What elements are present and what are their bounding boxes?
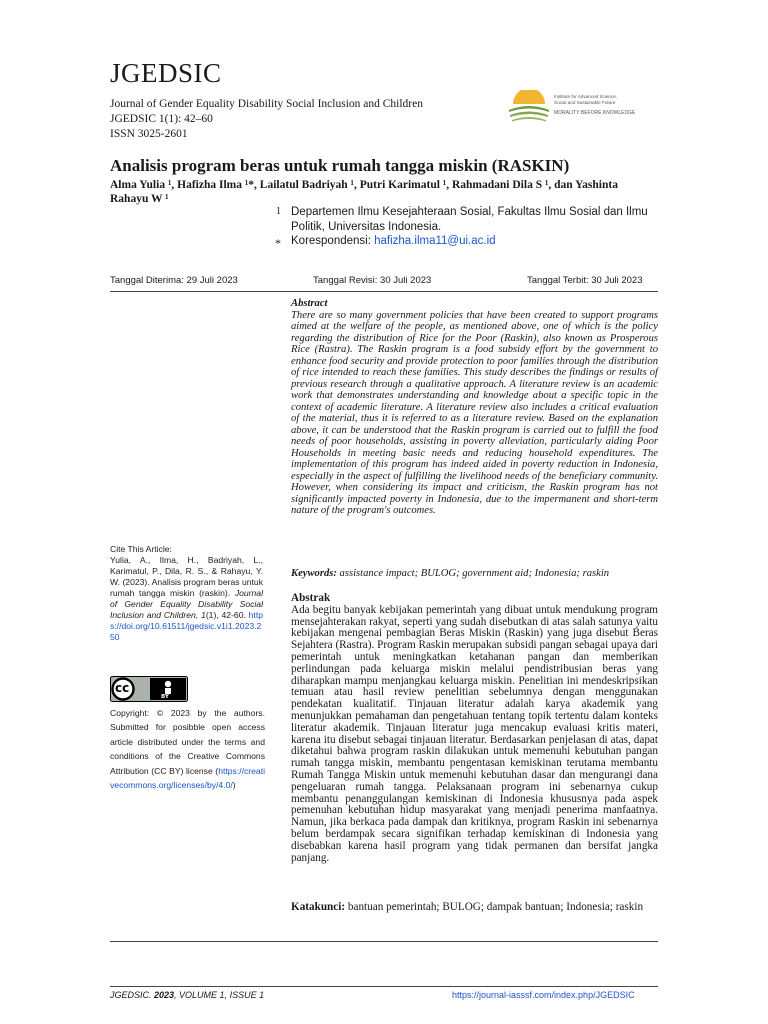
divider-top (110, 291, 658, 292)
logo-line-1: Institute for Advanced Science, (554, 94, 618, 99)
abstract-english (291, 298, 658, 517)
katakunci-label: Katakunci: (291, 901, 346, 913)
footer-url-link[interactable]: https://journal-iasssf.com/index.php/JGEDSIC (452, 990, 635, 1000)
sunrise-logo-icon (507, 90, 551, 126)
cite-label: Cite This Article: (110, 544, 172, 554)
footer-divider (110, 986, 658, 987)
footer-suffix: , VOLUME 1, ISSUE 1 (174, 990, 265, 1000)
correspondence-label: Korespondensi: (291, 235, 375, 247)
keywords-list: assistance impact; BULOG; government aid; Indonesia; raskin (336, 568, 610, 579)
article-title: Analisis program beras untuk rumah tangga miskin (RASKIN) (110, 156, 570, 175)
journal-issn: ISSN 3025-2601 (110, 128, 188, 140)
abstract-indonesian (291, 593, 658, 864)
keywords-indonesian (291, 902, 658, 914)
abstrak-heading: Abstrak (291, 592, 331, 604)
footer-year: 2023 (154, 990, 175, 1000)
cc-label: cc (115, 681, 130, 695)
citation-box (110, 544, 263, 643)
divider-bottom (110, 941, 658, 942)
correspondence-mark: * (275, 236, 281, 250)
journal-full-name: Journal of Gender Equality Disability Social Inclusion and Children (110, 98, 423, 110)
citation-doi-link[interactable]: https://doi.org/10.61511/jgedsic.v1i1.2023.250 (110, 610, 263, 642)
keywords-english (291, 568, 658, 579)
license-body: Copyright: © 2023 by the authors. Submitted for posibble open access article distributed under the terms and conditions of the Creative Commons Attribution (CC BY) license ( (110, 708, 265, 776)
citation-plain: Yulia, A., Ilma, H., Badriyah, L., Karimatul, P., Dila, R. S., & Rahayu, Y. W. (2023). Analisis program beras untuk rumah tangga miskin (raskin). (110, 555, 263, 598)
institute-logo (507, 90, 667, 126)
by-label: BY (161, 694, 169, 700)
author-list: Alma Yulia ¹, Hafizha Ilma ¹*, Lailatul Badriyah ¹, Putri Karimatul ¹, Rahmadani Dila S ¹, dan Yashinta Rahayu W ¹ (110, 179, 618, 205)
logo-line-2: Social and Sustainable Future (554, 100, 616, 105)
logo-tagline: MORALITY BEFORE KNOWLEDGE (554, 110, 636, 116)
abstract-heading: Abstract (291, 298, 328, 309)
date-revised: Tanggal Revisi: 30 Juli 2023 (313, 275, 432, 286)
affiliation-text: Departemen Ilmu Kesejahteraan Sosial, Fakultas Ilmu Sosial dan Ilmu Politik, Universitas Indonesia. (291, 206, 648, 233)
journal-name: JGEDSIC (110, 58, 222, 88)
correspondence-email-link[interactable]: hafizha.ilma11@ui.ac.id (374, 235, 496, 247)
license-text (110, 706, 265, 792)
citation-text (110, 555, 263, 642)
cc-by-license-badge[interactable] (110, 676, 188, 702)
keywords-label: Keywords: (291, 568, 337, 579)
journal-issue: JGEDSIC 1(1): 42–60 (110, 113, 213, 125)
correspondence-line (291, 234, 661, 249)
citation-tail: (1), 42-60. (205, 610, 249, 620)
abstrak-body: Ada begitu banyak kebijakan pemerintah yang dibuat untuk mendukung program mensejahterakan rakyat, seperti yang sudah disebutkan di atas salah satunya yaitu kebijakan mengenai pembagian Beras Miskin (Raskin) yang juga disebut Beras Sejahtera (Rastra). Program Raskin merupakan subsidi pangan sebagai upaya dari pemerintah untuk meningkatkan ketahanan pangan dan memberikan perlindungan pada keluarga miskin melalui pendistribusian beras yang diharapkan mampu menjangkau keluarga miskin. Penelitian ini mendeskripsikan temuan atau hasil review penelitian sebelumnya dengan menggunakan pendekatan kualitatif. Tinjauan literatur adalah karya akademik yang menunjukkan pemahaman dan pengetahuan tentang topik tertentu dalam konteks literatur akademik. Tinjauan literatur juga mencakup evaluasi kritis materi, karena itu disebut sebagai tinjauan literatur. Berdasarkan penjelasan di atas, dapat diketahui bahwa program raskin dilakukan untuk memenuhi kebutuhan pangan rumah tangga miskin, membantu pengentasan kemiskinan terutama membantu Rumah Tangga Miskin untuk memenuhi kebutuhan dasar dan mengurangi dana pengeluaran rumah tangga. Pelaksanaan program ini sebenarnya cukup membantu penanggulangan kemiskinan di Indonesia khususnya pada aspek pemenuhan kebutuhan hidup masyarakat yang menjadi penerima manfaatnya. Namun, jika berkaca pada dampak dan kritiknya, program Raskin ini sebenarnya belum berdampak secara signifikan terhadap kemiskinan di Indonesia yang disebabkan karena hasil program yang tidak permanen dan bersifat jangka panjang. (291, 603, 658, 864)
footer-prefix: JGEDSIC. (110, 990, 155, 1000)
citation-journal: Journal of Gender Equality Disability Social Inclusion and Children, 1 (110, 588, 263, 620)
license-link[interactable]: https://creativecommons.org/licenses/by/4.0/ (110, 765, 265, 791)
date-received: Tanggal Diterima: 29 Juli 2023 (110, 275, 238, 286)
date-published: Tanggal Terbit: 30 Juli 2023 (527, 275, 643, 286)
license-close: ) (232, 780, 236, 791)
affiliation-mark: 1 (276, 206, 281, 217)
footer-journal-info (110, 990, 264, 1000)
abstract-body: There are so many government policies that have been created to support programs aimed at the welfare of the people, as mentioned above, one of which is the policy regarding the distribution of Rice for the Poor (Raskin), also known as Prosperous Rice (Rastra). The Raskin program is a food subsidy effort by the government to enhance food security and provide protection to poor families through the distribution of rice intended to reach these families. This study describes the findings or results of previous research through a qualitative approach. A literature review is an academic work that demonstrates understanding and knowledge about a specific topic in the context of academic literature. A literature review also includes a critical evaluation of the material, thus it is referred to as a literature review. Based on the explanation above, it can be understood that the Raskin program is carried out to fulfill the food needs of poor households, assisting in poverty alleviation, particularly aiding Poor Households in meeting basic needs and reducing household expenditures. The implementation of this program has indeed aided in poverty reduction in Indonesia, especially in the aspect of fulfilling the livelihood needs of the beneficiary community. However, when considering its impact and criticism, the Raskin program has not significantly impacted poverty in Indonesia, due to the impermanent and short-term nature of the program's outcomes. (291, 309, 658, 516)
katakunci-list: bantuan pemerintah; BULOG; dampak bantuan; Indonesia; raskin (345, 901, 644, 913)
